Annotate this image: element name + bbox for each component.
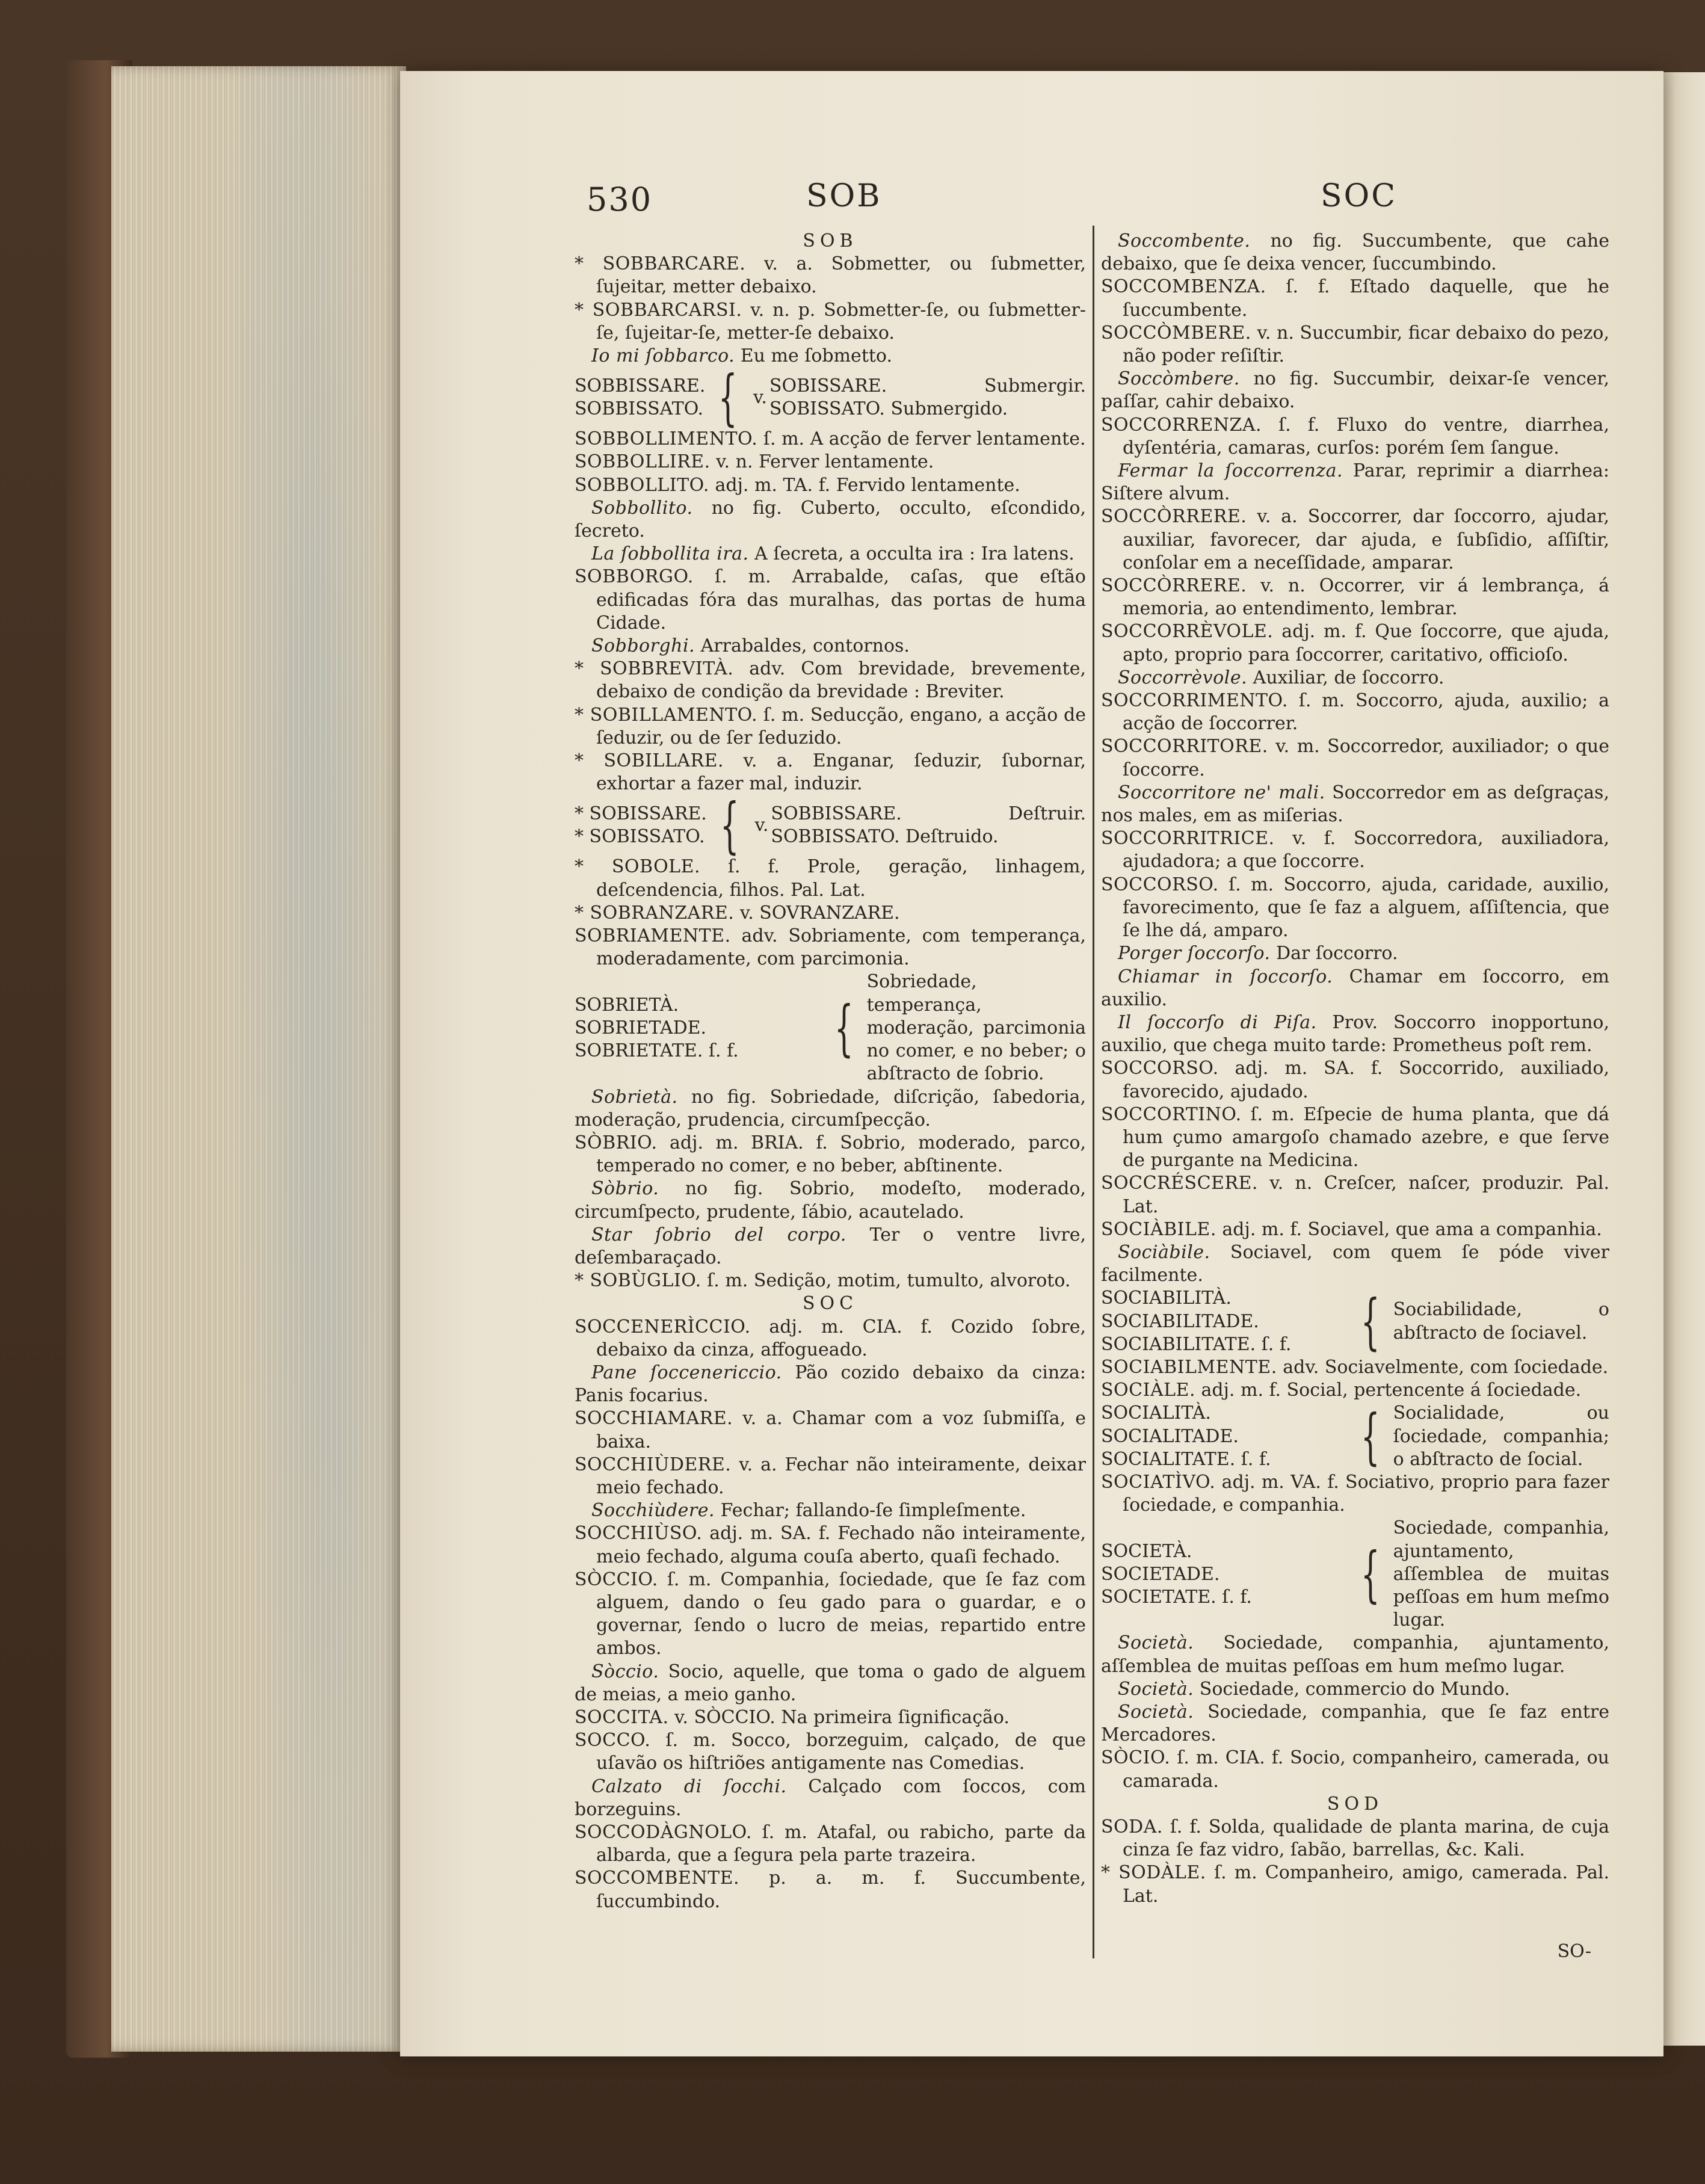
headword: * SOBILLAMENTO. xyxy=(575,704,758,726)
dictionary-entry xyxy=(575,428,1086,451)
headword: SOCCORSO. xyxy=(1101,1058,1219,1079)
dictionary-entry xyxy=(575,902,1086,925)
grouped-definition: SOBBISSARE. Deſtruir. SOBBISSATO. Deſtruido. xyxy=(771,803,1086,848)
headword: Soccombente. xyxy=(1118,230,1251,251)
headword: SOCCO. xyxy=(575,1730,651,1751)
sub-entry xyxy=(1101,368,1609,413)
dictionary-entry xyxy=(1101,1103,1609,1173)
brace-mark: { xyxy=(834,992,854,1063)
headword: SOBBOLLIMENTO. xyxy=(575,428,758,450)
headword: SOCIATÌVO. xyxy=(1101,1471,1216,1493)
definition: v. n. Ferver lentamente. xyxy=(716,451,934,473)
definition: ſ. m. A acção de ferver lentamente. xyxy=(763,428,1086,450)
dictionary-entry xyxy=(1101,1379,1609,1402)
brace-mark: { xyxy=(718,362,738,433)
definition: Auxiliar, de ſoccorro. xyxy=(1253,667,1444,688)
sub-entry xyxy=(575,345,1086,368)
headword: SOCCOMBENTE. xyxy=(575,1868,740,1889)
headword: SOCCHIÙDERE. xyxy=(575,1454,732,1475)
definition: ſ. m. Companheiro, amigo, camerada. Pal. Lat. xyxy=(1123,1862,1609,1907)
dictionary-entry xyxy=(575,1569,1086,1661)
dictionary-entry xyxy=(575,1867,1086,1913)
dictionary-entry xyxy=(575,1132,1086,1177)
sub-entry xyxy=(575,635,1086,658)
sub-entry xyxy=(575,1086,1086,1132)
definition: Pão cozido debaixo da cinza: Panis focarius. xyxy=(575,1362,1086,1407)
dictionary-entry xyxy=(575,451,1086,474)
headword: SOCIÀBILE. xyxy=(1101,1218,1216,1240)
right-column xyxy=(1101,230,1609,1908)
headword: * SOBILLARE. xyxy=(575,750,724,772)
left-column xyxy=(575,230,1086,1913)
dictionary-entry xyxy=(1101,1057,1609,1103)
dictionary-entry xyxy=(575,566,1086,635)
headword: Soccorritore ne' mali. xyxy=(1118,782,1325,803)
definition: ſ. m. Sedição, motim, tumulto, alvoroto. xyxy=(707,1270,1071,1292)
grouped-definition: Sociedade, companhia, ajuntamento, aſſemblea de muitas peſſoas em hum meſmo lugar. xyxy=(1393,1517,1609,1631)
sub-entry xyxy=(1101,667,1609,689)
definition: Sociedade, companhia, ajuntamento, aſſemblea de muitas peſſoas em hum meſmo lugar. xyxy=(1101,1632,1609,1677)
headword: SOCCRÉSCERE. xyxy=(1101,1173,1258,1194)
headword: Il ſoccorſo di Piſa. xyxy=(1118,1011,1317,1033)
grouped-entry xyxy=(1101,1402,1609,1471)
grouped-definition: Sobriedade, temperança, moderação, parcimonia no comer, e no beber; o abſtracto de ſobrio. xyxy=(866,971,1086,1085)
sub-entry xyxy=(1101,966,1609,1011)
cross-ref-mark: v. xyxy=(753,387,767,409)
headword: SÒCIO. xyxy=(1101,1747,1171,1769)
definition: v. a. Fechar não inteiramente, deixar meio fechado. xyxy=(596,1454,1086,1498)
grouped-entry xyxy=(575,362,1086,433)
definition: ſ. m. Companhia, ſociedade, que ſe faz com alguem, dando o ſeu gado para o guardar, e o governar, ſendo o lucro de meias, repartido entre ambos. xyxy=(596,1569,1086,1659)
dictionary-entry xyxy=(575,925,1086,970)
grouped-headwords: SOCIALITÀ. SOCIALITADE. SOCIALITATE. ſ. f. xyxy=(1101,1402,1271,1470)
dictionary-entry xyxy=(1101,575,1609,620)
dictionary-entry xyxy=(1101,827,1609,873)
headword: Società. xyxy=(1118,1678,1194,1700)
headword: SOCCORRITRICE. xyxy=(1101,828,1275,850)
page-edges xyxy=(111,66,406,2052)
dictionary-entry xyxy=(575,1821,1086,1867)
sub-entry xyxy=(575,497,1086,543)
headword: SOBRIAMENTE. xyxy=(575,925,731,947)
dictionary-entry xyxy=(575,1407,1086,1453)
definition: v. n. Creſcer, naſcer, produzir. Pal. Lat. xyxy=(1123,1173,1609,1217)
definition: no fig. Succumbente, que cahe debaixo, que ſe deixa vencer, ſuccumbindo. xyxy=(1101,230,1609,275)
sub-entry xyxy=(1101,942,1609,965)
headword: SOCCITA. xyxy=(575,1706,669,1728)
headword: SOCCÒMBERE. xyxy=(1101,322,1251,344)
headword: Calzato di ſocchi. xyxy=(591,1775,787,1797)
headword: SOCCODÀGNOLO. xyxy=(575,1822,752,1843)
sub-entry xyxy=(575,1499,1086,1522)
dictionary-entry xyxy=(575,1729,1086,1775)
definition: v. n. Occorrer, vir á lembrança, á memoria, ao entendimento, lembrar. xyxy=(1123,575,1610,620)
headword: Sobborghi. xyxy=(591,635,695,657)
definition: v. a. Chamar com a voz ſubmiſſa, e baixa. xyxy=(596,1408,1086,1452)
headword: * SOBOLE. xyxy=(575,856,701,878)
headword: SOCCORRENZA. xyxy=(1101,414,1262,436)
dictionary-entry xyxy=(575,299,1086,345)
headword: Soccorrèvole. xyxy=(1118,667,1248,688)
headword: SOCCENERÌCCIO. xyxy=(575,1316,751,1337)
headword: Società. xyxy=(1118,1632,1194,1654)
headword: SÒBRIO. xyxy=(575,1132,658,1153)
definition: v. n. Succumbir, ficar debaixo do pezo, não poder reſiſtir. xyxy=(1123,322,1609,367)
headword: Società. xyxy=(1118,1701,1194,1723)
sub-entry xyxy=(575,1224,1086,1269)
definition: Calçado com ſoccos, com borzeguins. xyxy=(575,1775,1086,1820)
definition: ſ. m. Soccorro, ajuda, caridade, auxilio, favorecimento, que ſe faz a alguem, aſſiſtencia, que ſe lhe dá, amparo. xyxy=(1123,874,1609,942)
definition: ſ. m. Eſpecie de huma planta, que dá hum çumo amargoſo chamado azebre, e que ſerve de purgante na Medicina. xyxy=(1123,1103,1609,1171)
headword: Sòccio. xyxy=(591,1661,659,1682)
dictionary-entry xyxy=(575,856,1086,901)
definition: ſ. m. Soccorro, ajuda, auxilio; a acção de ſoccorrer. xyxy=(1123,690,1609,735)
grouped-headwords: SOBRIETÀ. SOBRIETADE. SOBRIETATE. ſ. f. xyxy=(575,994,739,1062)
headword: SOCCOMBENZA. xyxy=(1101,276,1266,298)
grouped-entry xyxy=(1101,1287,1609,1356)
running-head-left: SOB xyxy=(806,178,882,214)
definition: A ſecreta, a occulta ira : Ira latens. xyxy=(754,543,1074,565)
definition: Soccorredor em as deſgraças, nos males, em as miſerias. xyxy=(1101,782,1609,827)
headword: La ſobbollita ira. xyxy=(591,543,749,565)
dictionary-entry xyxy=(575,1316,1086,1362)
definition: Eu me ſobmetto. xyxy=(740,345,892,367)
definition: adj. m. VA. f. Sociativo, proprio para fazer ſociedade, e companhia. xyxy=(1123,1471,1609,1516)
dictionary-entry xyxy=(575,658,1086,703)
sub-entry xyxy=(1101,1241,1609,1287)
section-letters: SOC xyxy=(802,1293,859,1315)
sub-entry xyxy=(1101,1011,1609,1057)
definition: ſ. f. Prole, geração, linhagem, deſcendencia, filhos. Pal. Lat. xyxy=(596,856,1086,901)
grouped-entry xyxy=(575,790,1086,861)
definition: Dar ſoccorro. xyxy=(1276,943,1398,964)
headword: * SOBBREVITÀ. xyxy=(575,658,734,680)
headword: SOCIÀLE. xyxy=(1101,1380,1195,1401)
sub-entry xyxy=(575,1362,1086,1407)
sub-entry xyxy=(1101,1701,1609,1747)
dictionary-entry xyxy=(1101,1862,1609,1907)
definition: adv. Sociavelmente, com ſociedade. xyxy=(1283,1356,1609,1378)
headword: SOCIABILMENTE. xyxy=(1101,1356,1277,1378)
dictionary-entry xyxy=(1101,689,1609,735)
dictionary-entry xyxy=(1101,322,1609,368)
dictionary-entry xyxy=(1101,1172,1609,1218)
definition: no fig. Succumbir, deixar-ſe vencer, paſſar, cahir debaixo. xyxy=(1101,368,1609,413)
headword: SÒCCIO. xyxy=(575,1569,658,1590)
headword: SOCCORTINO. xyxy=(1101,1103,1242,1125)
headword: Sobbollito. xyxy=(591,497,693,519)
definition: Socio, aquelle, que toma o gado de alguem de meias, a meio ganho. xyxy=(575,1661,1086,1705)
dictionary-entry xyxy=(575,474,1086,497)
headword: Chiamar in ſoccorſo. xyxy=(1118,966,1333,987)
definition: ſ. m. Atafal, ou rabicho, parte da albarda, que a ſegura pela parte trazeira. xyxy=(596,1822,1087,1866)
definition: Fechar; fallando-ſe ſimpleſmente. xyxy=(720,1500,1026,1522)
sub-entry xyxy=(1101,1678,1609,1701)
catchword: SO- xyxy=(1557,1941,1591,1962)
definition: adj. m. CIA. f. Cozido ſobre, debaixo da cinza, affogueado. xyxy=(596,1316,1086,1360)
definition: adj. m. f. Que ſoccorre, que ajuda, apto, proprio para ſoccorrer, caritativo, officioſo. xyxy=(1123,621,1609,665)
definition: ſ. m. CIA. f. Socio, companheiro, camerada, ou camarada. xyxy=(1123,1747,1609,1792)
dictionary-entry xyxy=(1101,1471,1609,1517)
definition: ſ. m. Socco, borzeguim, calçado, de que uſavão os hiſtriões antigamente nas Comedias. xyxy=(596,1730,1086,1774)
headword: Porger ſoccorſo. xyxy=(1118,943,1271,964)
dictionary-entry xyxy=(1101,1816,1609,1862)
definition: v. a. Soccorrer, dar ſoccorro, ajudar, auxiliar, favorecer, dar ajuda, e ſubſidio, aſſiſtir, conſolar em a neceſſidade, amparar. xyxy=(1123,506,1609,573)
headword: SOCCÒRRERE. xyxy=(1101,575,1247,597)
dictionary-entry xyxy=(1101,620,1609,666)
sub-entry xyxy=(1101,230,1609,276)
headword: SOCCÒRRERE. xyxy=(1101,506,1247,528)
headword: SOBBORGO. xyxy=(575,566,694,588)
definition: adv. Sobriamente, com temperança, moderadamente, com parcimonia. xyxy=(596,925,1086,970)
dictionary-entry xyxy=(575,704,1086,750)
section-letters: SOB xyxy=(803,230,858,251)
dictionary-entry xyxy=(575,1522,1086,1568)
page-number: 530 xyxy=(587,180,653,218)
definition: no fig. Sobrio, modeſto, moderado, circumſpecto, prudente, ſábio, acautelado. xyxy=(575,1178,1086,1223)
headword: SOBBOLLIRE. xyxy=(575,451,711,473)
definition: Parar, reprimir a diarrhea: Siſtere alvum. xyxy=(1101,460,1609,505)
grouped-headwords: * SOBISSARE. * SOBISSATO. xyxy=(575,803,707,848)
dictionary-entry xyxy=(1101,1747,1609,1792)
headword: SOCCORRITORE. xyxy=(1101,736,1268,757)
headword: SOCCORSO. xyxy=(1101,874,1219,895)
section-letters: SOD xyxy=(1327,1793,1384,1815)
headword: SODA. xyxy=(1101,1816,1163,1838)
dictionary-entry xyxy=(575,1706,1086,1729)
headword: * SODÀLE. xyxy=(1101,1862,1206,1884)
definition: Prov. Soccorro inopportuno, auxilio, que chega muito tarde: Prometheus poſt rem. xyxy=(1101,1011,1609,1057)
headword: Sobrietà. xyxy=(591,1086,678,1108)
headword: * SOBBARCARSI. xyxy=(575,299,742,321)
headword: Fermar la ſoccorrenza. xyxy=(1118,460,1343,482)
dictionary-entry xyxy=(1101,505,1609,575)
brace-mark: { xyxy=(1360,1401,1380,1472)
grouped-headwords: SOCIABILITÀ. SOCIABILITADE. SOCIABILITATE. ſ. f. xyxy=(1101,1288,1292,1355)
definition: v. n. p. Sobmetter-ſe, ou ſubmetter-ſe, ſujeitar-ſe, metter-ſe debaixo. xyxy=(596,299,1086,344)
headword: * SOBRANZARE. xyxy=(575,902,735,924)
sub-entry xyxy=(575,1177,1086,1223)
definition: ſ. m. Arrabalde, caſas, que eſtão edificadas fóra das muralhas, das portas de huma Cidade. xyxy=(596,566,1086,634)
grouped-definition: SOBISSARE. Submergir. SOBISSATO. Submergido. xyxy=(769,375,1086,420)
definition: Ter o ventre livre, deſembaraçado. xyxy=(575,1224,1086,1268)
headword: Sociàbile. xyxy=(1118,1241,1210,1263)
definition: Arrabaldes, contornos. xyxy=(700,635,910,657)
sub-entry xyxy=(1101,460,1609,505)
definition: Sociedade, commercio do Mundo. xyxy=(1199,1678,1510,1700)
definition: ſ. f. Eſtado daquelle, que he ſuccumbente. xyxy=(1123,276,1609,321)
dictionary-entry xyxy=(575,253,1086,298)
headword: Pane ſoccenericcio. xyxy=(591,1362,782,1383)
definition: adv. Com brevidade, brevemente, debaixo de condição da brevidade : Breviter. xyxy=(596,658,1086,703)
headword: Io mi ſobbarco. xyxy=(591,345,735,367)
sub-entry xyxy=(575,1775,1086,1821)
headword: SOCCORRÈVOLE. xyxy=(1101,621,1274,643)
sub-entry xyxy=(575,543,1086,566)
brace-mark: { xyxy=(1360,1286,1380,1357)
sub-entry xyxy=(575,1661,1086,1706)
definition: v. SÒCCIO. Na primeira ſignificação. xyxy=(674,1706,1010,1728)
definition: v. m. Soccorredor, auxiliador; o que ſoccorre. xyxy=(1123,736,1609,780)
definition: Sociavel, com quem ſe póde viver facilmente. xyxy=(1101,1241,1609,1286)
grouped-definition: Socialidade, ou ſociedade, companhia; o abſtracto de ſocial. xyxy=(1393,1402,1609,1470)
dictionary-entry xyxy=(575,1269,1086,1292)
definition: adj. m. BRIA. f. Sobrio, moderado, parco, temperado no comer, e no beber, abſtinente. xyxy=(596,1132,1086,1177)
definition: ſ. m. Seducção, engano, a acção de ſeduzir, ou de ſer ſeduzido. xyxy=(596,704,1087,748)
grouped-headwords: SOBBISSARE. SOBBISSATO. xyxy=(575,375,706,420)
definition: no fig. Sobriedade, diſcrição, ſabedoria, moderação, prudencia, circumſpecção. xyxy=(575,1086,1086,1131)
dictionary-entry xyxy=(1101,735,1609,781)
headword: Sòbrio. xyxy=(591,1178,659,1200)
headword: SOCCORRIMENTO. xyxy=(1101,690,1288,712)
definition: v. a. Sobmetter, ou ſubmetter, ſujeitar, metter debaixo. xyxy=(596,253,1086,298)
brace-mark: { xyxy=(720,790,739,861)
headword: SOBBOLLITO. xyxy=(575,474,709,496)
headword: Socchiùdere. xyxy=(591,1500,715,1522)
definition: Sociedade, companhia, que ſe faz entre Mercadores. xyxy=(1101,1701,1609,1746)
dictionary-entry xyxy=(575,1454,1086,1499)
definition: adj. m. SA. f. Fechado não inteiramente, meio fechado, alguma couſa aberto, quaſi fechado. xyxy=(596,1523,1086,1567)
dictionary-entry xyxy=(575,750,1086,795)
cross-ref-mark: v. xyxy=(754,815,769,836)
headword: * SOBÙGLIO. xyxy=(575,1270,701,1292)
definition: p. a. m. f. Succumbente, ſuccumbindo. xyxy=(596,1868,1086,1912)
definition: ſ. f. Fluxo do ventre, diarrhea, dyſentéria, camaras, curſos: porém ſem ſangue. xyxy=(1123,414,1609,458)
definition: Chamar em ſoccorro, em auxilio. xyxy=(1101,966,1609,1010)
definition: ſ. f. Solda, qualidade de planta marina, de cuja cinza ſe faz vidro, ſabão, barrellas, &c. Kali. xyxy=(1123,1816,1609,1861)
column-rule xyxy=(1093,226,1094,1958)
dictionary-entry xyxy=(1101,1218,1609,1241)
definition: adj. m. f. Social, pertencente á ſociedade. xyxy=(1201,1380,1582,1401)
definition: v. a. Enganar, ſeduzir, ſubornar, exhortar a fazer mal, induzir. xyxy=(596,750,1086,795)
running-head-right: SOC xyxy=(1321,178,1398,214)
headword: Star ſobrio del corpo. xyxy=(591,1224,846,1245)
dictionary-entry xyxy=(1101,414,1609,460)
grouped-entry xyxy=(575,970,1086,1085)
grouped-headwords: SOCIETÀ. SOCIETADE. SOCIETATE. ſ. f. xyxy=(1101,1540,1252,1608)
dictionary-entry xyxy=(1101,1356,1609,1379)
dictionary-entry xyxy=(1101,874,1609,943)
headword: Soccòmbere. xyxy=(1118,368,1240,390)
headword: SOCCHIAMARE. xyxy=(575,1408,733,1430)
sub-entry xyxy=(1101,782,1609,827)
headword: * SOBBARCARE. xyxy=(575,253,746,275)
headword: SOCCHIÙSO. xyxy=(575,1523,703,1544)
catchword-area xyxy=(1101,1940,1609,1963)
definition: v. f. Soccorredora, auxiliadora, ajudadora; a que ſoccorre. xyxy=(1123,828,1609,872)
definition: adj. m. TA. f. Fervido lentamente. xyxy=(715,474,1020,496)
grouped-entry xyxy=(1101,1517,1609,1632)
sub-entry xyxy=(1101,1632,1609,1677)
dictionary-entry xyxy=(1101,276,1609,321)
grouped-definition: Sociabilidade, o abſtracto de ſociavel. xyxy=(1393,1299,1609,1343)
definition: adj. m. f. Sociavel, que ama a companhia. xyxy=(1222,1218,1602,1240)
definition: no fig. Cuberto, occulto, eſcondido, ſecreto. xyxy=(575,497,1086,542)
brace-mark: { xyxy=(1360,1538,1380,1609)
definition: v. SOVRANZARE. xyxy=(739,902,900,924)
definition: adj. m. SA. f. Soccorrido, auxiliado, favorecido, ajudado. xyxy=(1123,1058,1609,1102)
